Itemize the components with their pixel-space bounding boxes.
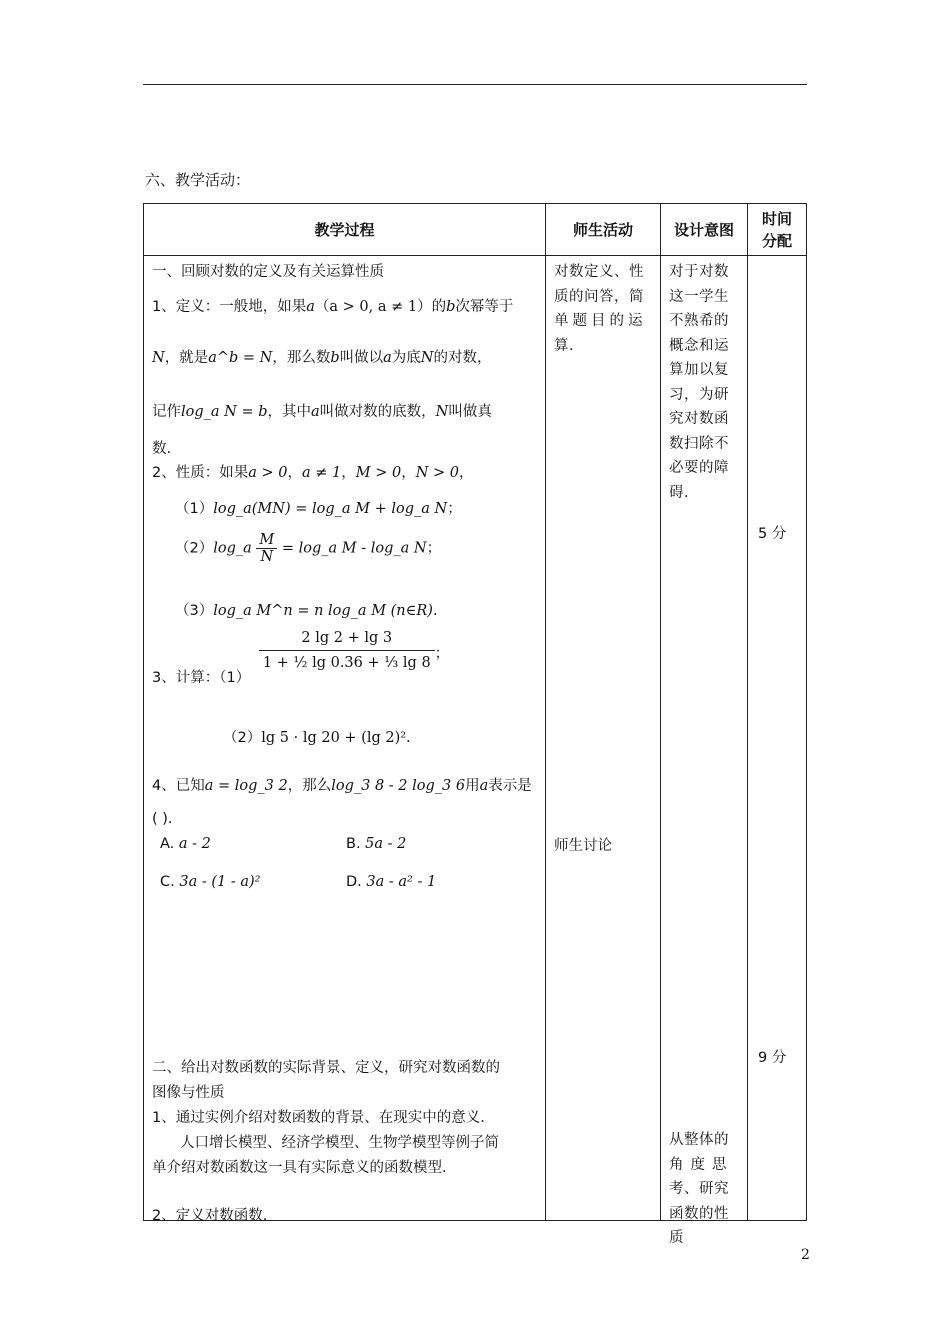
intent-line: 考、研究: [669, 1181, 729, 1197]
note-true: 叫做真: [448, 404, 492, 420]
prop-intro: 2、性质：如果: [152, 465, 249, 481]
process-cell: [144, 256, 546, 1224]
activity-line: 单题目的运: [554, 313, 647, 329]
prop-cond-3: M > 0: [355, 465, 402, 481]
heading-log-function-2: 图像与性质: [152, 1085, 225, 1101]
def-N: N: [152, 350, 165, 366]
def-just: ，就是: [164, 350, 209, 366]
def-then: ，那么数: [272, 350, 331, 366]
calc-intro: 3、计算：（1）: [152, 669, 251, 686]
time-block-2: 9 分: [758, 1050, 787, 1066]
q4-mid: ，那么: [287, 778, 332, 794]
property-2: （2）log_a $\frac{M}{N}$ = log_a M - log_a N；: [175, 532, 442, 565]
activity-cell: [546, 256, 661, 1221]
notation-end: 数.: [152, 441, 172, 457]
prop-cond-2: a ≠ 1: [301, 465, 342, 481]
prop1-label: （1）: [175, 501, 214, 517]
intent-block-2: [669, 1128, 745, 1251]
calculation-2: （2）lg 5 · lg 20 + (lg 2)².: [223, 730, 411, 746]
choice-a-label: A.: [160, 836, 175, 852]
calc2-formula: lg 5 · lg 20 + (lg 2)²: [261, 730, 407, 746]
prop-cond-4: N > 0: [415, 465, 459, 481]
prop2-label: （2）: [175, 540, 214, 557]
note-intro: 记作: [152, 404, 181, 420]
q4-expr: log_3 8 - 2 log_3 6: [331, 778, 466, 794]
intent-line: 数扫除不: [669, 435, 729, 452]
choice-b-label: B.: [346, 836, 361, 852]
intent-line: 习，为研: [669, 386, 729, 403]
prop3-label: （3）: [175, 603, 214, 619]
def-a2: a: [383, 350, 392, 366]
prop2-fraction: [256, 532, 277, 565]
activity-line: 算.: [554, 337, 575, 354]
def-cond: （a > 0, a ≠ 1）: [314, 299, 432, 315]
choice-a-value: a - 2: [178, 836, 211, 852]
intent-line: 概念和运: [669, 337, 729, 354]
prop2-right: = log_a M - log_a N: [281, 540, 427, 557]
time-block-1: 5 分: [758, 526, 787, 542]
property-1: （1）log_a(MN) = log_a M + log_a N；: [175, 501, 462, 517]
def-N2: N: [420, 350, 434, 366]
header-activity: 师生活动: [546, 204, 661, 256]
intent-line: 函数的性: [669, 1205, 729, 1222]
item-1: 1、通过实例介绍对数函数的背景、在现实中的意义.: [152, 1110, 485, 1126]
q4-rep: 表示是: [488, 778, 532, 794]
page-number: 2: [801, 1247, 810, 1263]
intent-line: 对于对数: [669, 264, 729, 280]
def-log: 的对数，: [433, 350, 492, 366]
q4-use: 用: [465, 778, 480, 794]
item-2: 2、定义对数函数.: [152, 1208, 268, 1224]
def-b2: b: [330, 350, 340, 366]
def-called: 叫做以: [339, 350, 384, 366]
choice-a: [160, 836, 211, 852]
intent-line: 角度思: [669, 1156, 734, 1173]
question-4-blank: ( ).: [152, 811, 173, 827]
choice-b: [346, 836, 406, 852]
def-a: a: [306, 299, 315, 315]
item-1-detail-1: 人口增长模型、经济学模型、生物学模型等例子简: [180, 1135, 499, 1151]
note-a: a: [311, 404, 320, 420]
header-time-text: 时间 分配: [761, 209, 792, 250]
calc1-fraction: [259, 628, 435, 671]
item-1-detail-2: 单介绍对数函数这一具有实际意义的函数模型.: [152, 1160, 447, 1176]
heading-review: 一、回顾对数的定义及有关运算性质: [152, 264, 384, 280]
note-where: ，其中: [267, 404, 311, 420]
activity-line: 质的问答，简: [554, 288, 644, 305]
def-base: 为底: [391, 350, 421, 366]
table-header-row: [144, 204, 807, 256]
prop3-formula: log_a M^n = n log_a M (n∈R): [213, 603, 433, 619]
table-body-row: [144, 256, 807, 1221]
note-formula: log_a N = b: [181, 404, 268, 420]
q4-given: a = log_3 2: [204, 778, 288, 794]
def-mid: 的: [431, 299, 447, 315]
intent-line: 必要的障: [669, 460, 729, 476]
activity-line: 对数定义、性: [554, 264, 644, 280]
activity-block-2: 师生讨论: [554, 838, 612, 854]
properties-line: 2、性质：如果a > 0，a ≠ 1，M > 0，N > 0，: [152, 465, 474, 481]
calculation-1: 3、计算：（1） $\frac{2 \lg 2 + \lg 3}{\text{1 + ½ lg 0.36 + ⅓ lg 8}}$ ；: [152, 630, 450, 686]
intent-line: 究对数函: [669, 411, 729, 427]
intent-line: 质: [669, 1230, 684, 1246]
calc1-num: 2 lg 2 + lg 3: [259, 628, 435, 651]
choice-c-label: C.: [160, 874, 175, 890]
definition-line-1: [152, 295, 513, 316]
property-3: （3）log_a M^n = n log_a M (n∈R).: [175, 603, 438, 619]
header-process: 教学过程: [144, 204, 546, 256]
header-time: [748, 204, 807, 256]
prop2-den: N: [260, 549, 274, 565]
definition-line-2: [152, 346, 491, 367]
def-b: b: [446, 299, 456, 315]
choice-c: [160, 874, 260, 890]
note-base: 叫做对数的底数，: [319, 404, 436, 420]
intent-line: 从整体的: [669, 1132, 729, 1148]
choice-d: [346, 874, 436, 890]
q4-intro: 4、已知: [152, 778, 205, 794]
intent-line: 算加以复: [669, 362, 729, 378]
calc1-den: 1 + ½ lg 0.36 + ⅓ lg 8: [262, 655, 431, 671]
choice-d-label: D.: [346, 874, 362, 890]
prop1-formula: log_a(MN) = log_a M + log_a N: [213, 501, 448, 517]
intent-line: 碍.: [669, 484, 690, 501]
intent-line: 这一学生: [669, 288, 729, 305]
intent-cell: [661, 256, 748, 1246]
prop2-left: log_a: [213, 540, 252, 557]
notation-line: [152, 400, 492, 421]
intent-line: 不熟希的: [669, 313, 729, 329]
prop2-num: M: [256, 532, 277, 549]
note-N: N: [435, 404, 449, 420]
q4-a: a: [479, 778, 489, 794]
def-intro: 1、定义：一般地，如果: [152, 299, 307, 315]
activity-block-1: [554, 260, 658, 358]
header-intent: 设计意图: [661, 204, 748, 256]
question-4: [152, 774, 532, 795]
intent-block-1: [669, 260, 745, 505]
calc2-label: （2）: [223, 730, 262, 746]
def-eq: a^b = N: [208, 350, 273, 366]
section-title: 六、教学活动：: [145, 171, 251, 189]
time-cell: [748, 256, 807, 1221]
header-rule: [143, 84, 807, 85]
teaching-activity-table: [143, 203, 807, 1246]
choice-c-value: 3a - (1 - a)²: [179, 874, 261, 890]
def-power: 次幂等于: [455, 299, 514, 315]
choice-d-value: 3a - a² - 1: [366, 874, 437, 890]
choice-b-value: 5a - 2: [365, 836, 407, 852]
heading-log-function-1: 二、给出对数函数的实际背景、定义，研究对数函数的: [152, 1060, 500, 1076]
prop-cond-1: a > 0: [248, 465, 288, 481]
